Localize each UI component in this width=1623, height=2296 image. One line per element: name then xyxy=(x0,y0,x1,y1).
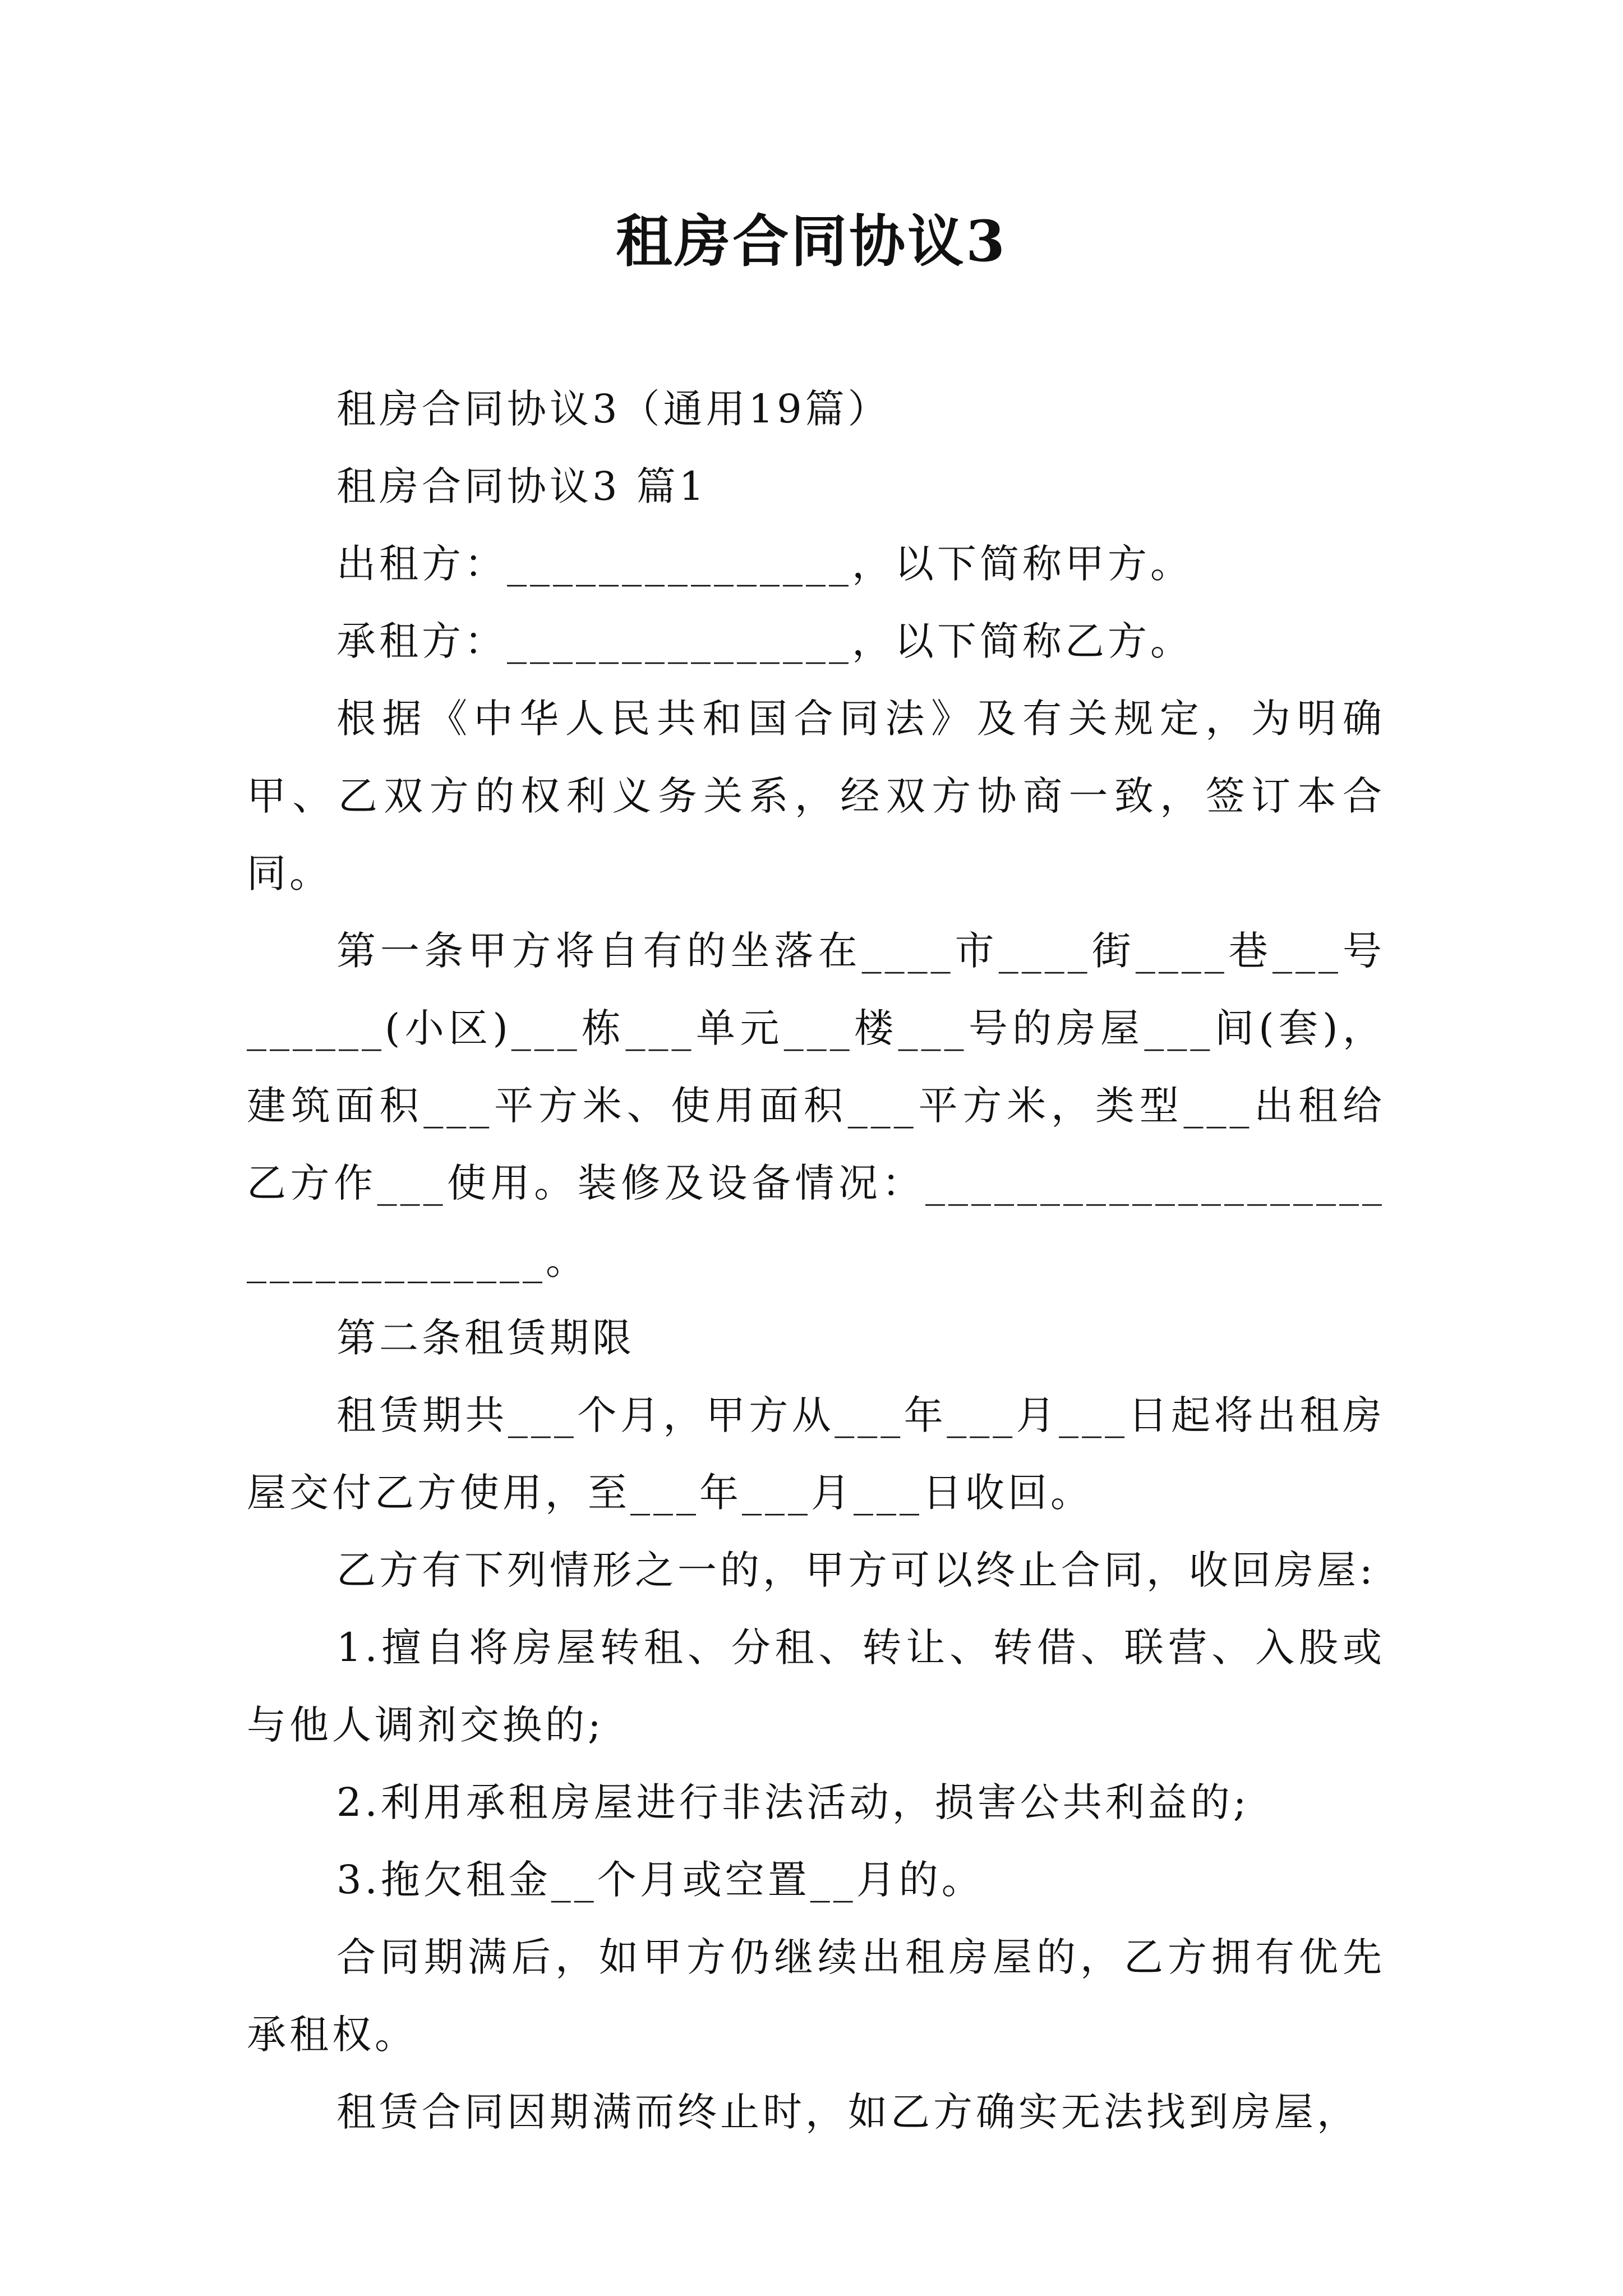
paragraph-termination-intro: 乙方有下列情形之一的，甲方可以终止合同，收回房屋: xyxy=(336,1547,1376,1593)
paragraph-lessee: 承租方：_______________，以下简称乙方。 xyxy=(336,618,1193,664)
paragraph-renewal-priority: 合同期满后，如甲方仍继续出租房屋的，乙方拥有优先承租权。 xyxy=(247,1934,1385,2058)
paragraph-section-heading: 租房合同协议3 篇1 xyxy=(336,463,708,509)
paragraph-subtitle: 租房合同协议3（通用19篇） xyxy=(336,386,891,432)
document-body xyxy=(247,370,1385,2151)
paragraph-termination-item-1: 1.擅自将房屋转租、分租、转让、转借、联营、入股或与他人调剂交换的; xyxy=(247,1625,1385,1748)
paragraph-article-1: 第一条甲方将自有的坐落在____市____街____巷___号______(小区)___栋___单元___楼___号的房屋___间(套)，建筑面积___平方米、使用面积___平方米，类型___出租给乙方作___使用。装修及设备情况：_________________________________。 xyxy=(247,928,1385,1283)
paragraph-termination-item-3: 3.拖欠租金__个月或空置__月的。 xyxy=(336,1857,984,1903)
paragraph-lease-term: 租赁期共___个月，甲方从___年___月___日起将出租房屋交付乙方使用，至___年___月___日收回。 xyxy=(247,1392,1385,1516)
paragraph-expiry: 租赁合同因期满而终止时，如乙方确实无法找到房屋， xyxy=(336,2089,1359,2135)
paragraph-article-2-heading: 第二条租赁期限 xyxy=(336,1315,635,1361)
document-title: 租房合同协议3 xyxy=(616,208,1007,274)
paragraph-lessor: 出租方：_______________，以下简称甲方。 xyxy=(336,541,1193,587)
paragraph-preamble: 根据《中华人民共和国合同法》及有关规定，为明确甲、乙双方的权利义务关系，经双方协商一致，签订本合同。 xyxy=(247,696,1385,896)
paragraph-termination-item-2: 2.利用承租房屋进行非法活动，损害公共利益的; xyxy=(336,1779,1250,1825)
